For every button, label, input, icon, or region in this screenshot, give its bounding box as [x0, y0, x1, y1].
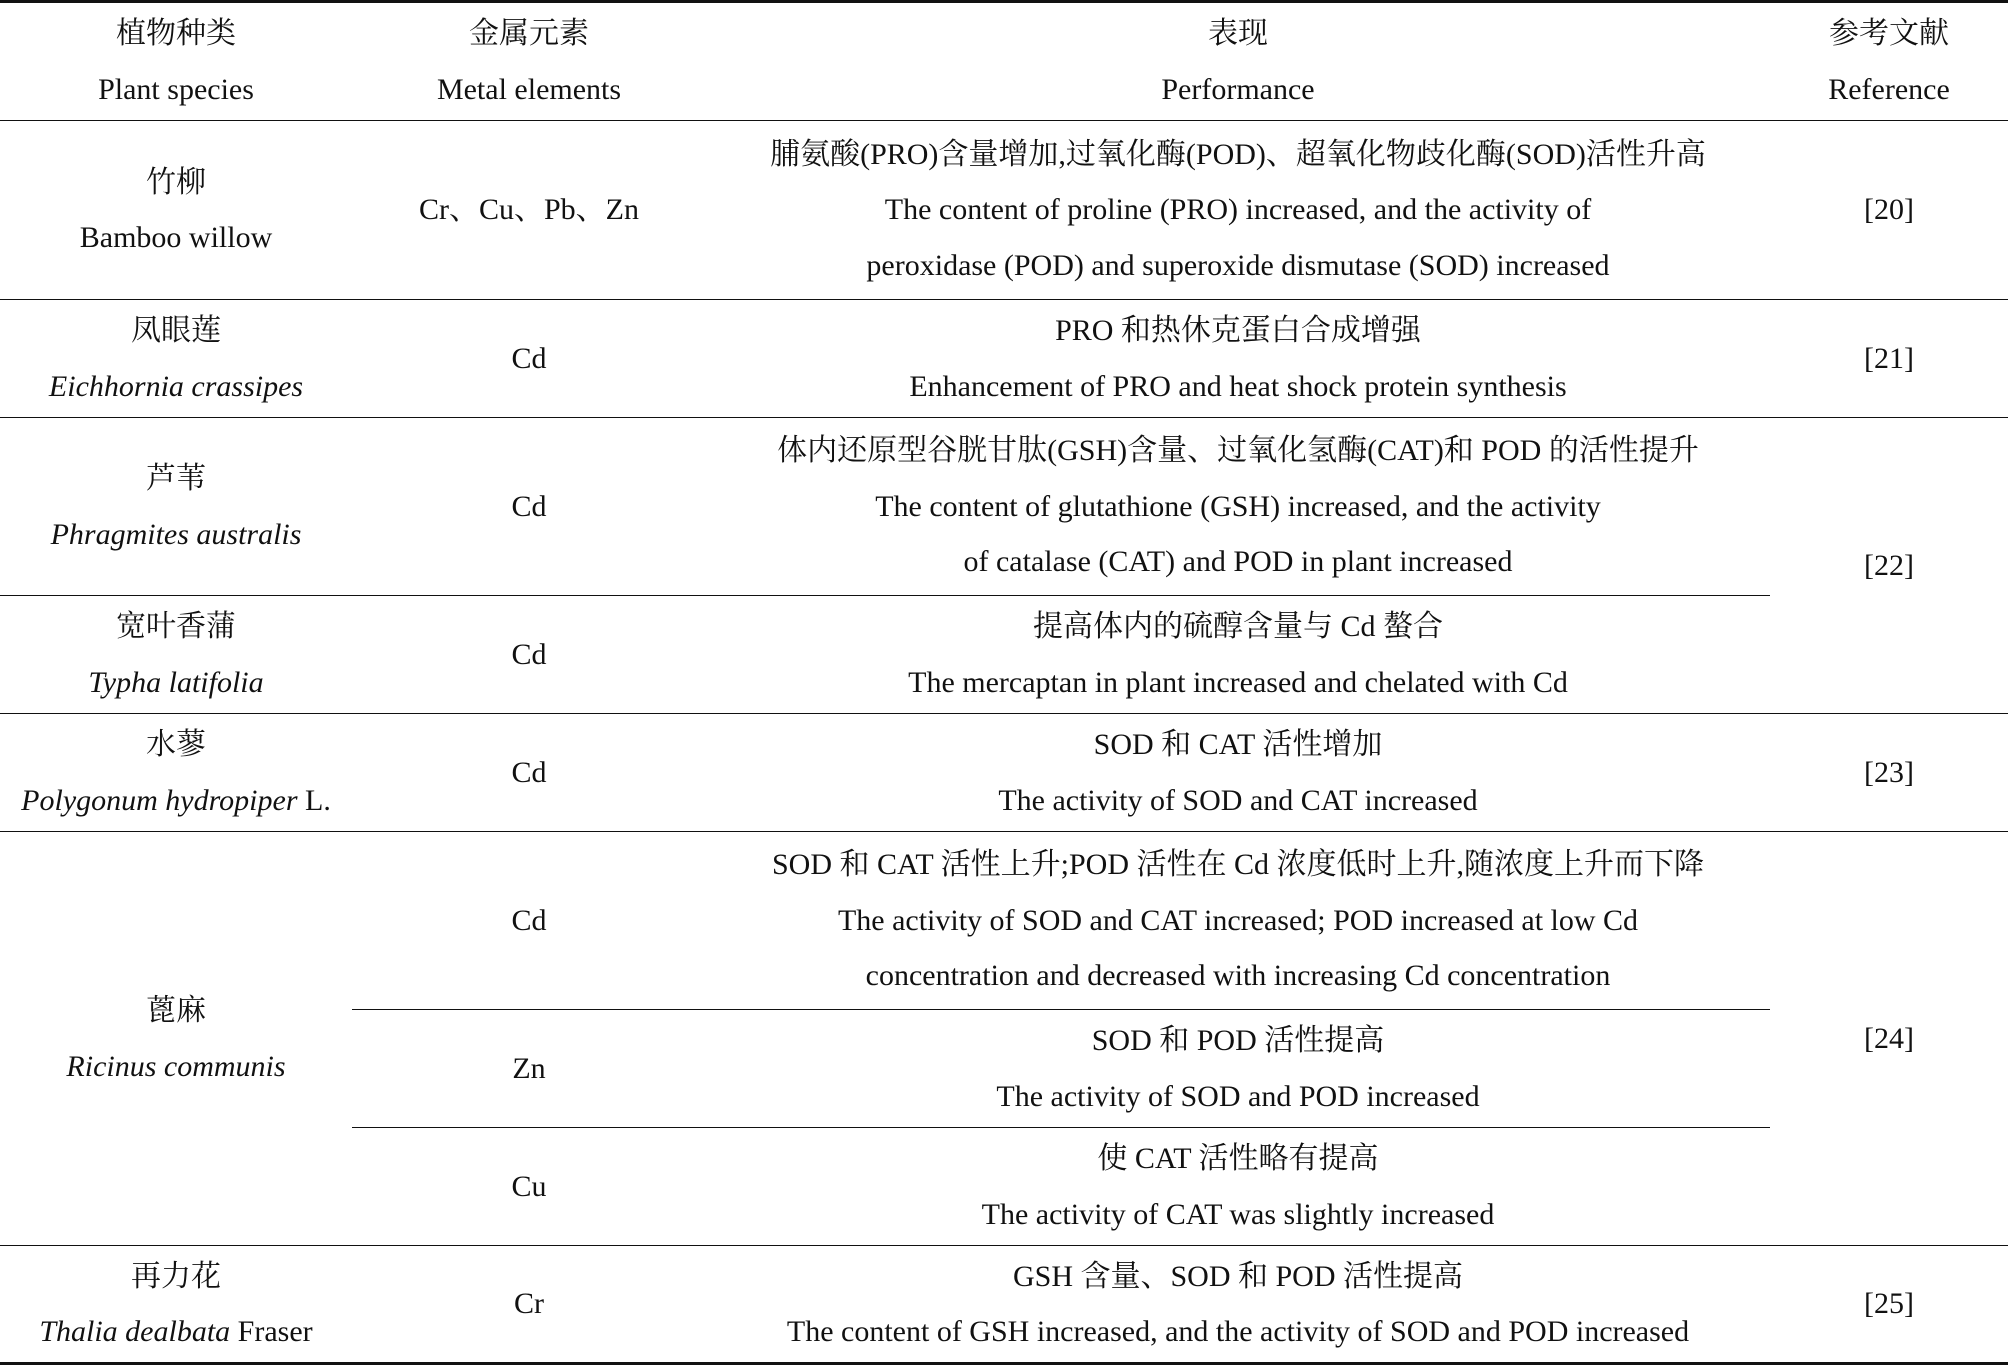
plant-cell: 凤眼莲 Eichhornia crassipes	[0, 300, 352, 418]
performance-cell: PRO 和热休克蛋白合成增强 Enhancement of PRO and heat shock protein synthesis	[706, 300, 1770, 418]
table-row	[0, 121, 2008, 300]
performance-cell: GSH 含量、SOD 和 POD 活性提高 The content of GSH increased, and the activity of SOD and POD increased	[706, 1246, 1770, 1364]
header-reference: 参考文献 Reference	[1770, 2, 2008, 121]
table-row	[0, 300, 2008, 418]
performance-cell: 脯氨酸(PRO)含量增加,过氧化酶(POD)、超氧化物歧化酶(SOD)活性升高 The content of proline (PRO) increased, and the activity of peroxidase (POD) and superoxide dismutase (SOD) increased	[706, 121, 1770, 300]
table-row	[0, 1246, 2008, 1364]
table-row	[0, 832, 2008, 1010]
reference-cell: [20]	[1770, 121, 2008, 300]
metal-cell: Zn	[352, 1010, 706, 1128]
performance-cell: SOD 和 CAT 活性上升;POD 活性在 Cd 浓度低时上升,随浓度上升而下降 The activity of SOD and CAT increased; POD increased at low Cd concentration and decreased with increasing Cd concentration	[706, 832, 1770, 1010]
metal-cell: Cd	[352, 714, 706, 832]
header-plant-species: 植物种类 Plant species	[0, 2, 352, 121]
table-row	[0, 714, 2008, 832]
metal-cell: Cd	[352, 596, 706, 714]
header-performance: 表现 Performance	[706, 2, 1770, 121]
reference-cell: [25]	[1770, 1246, 2008, 1364]
performance-cell: SOD 和 CAT 活性增加 The activity of SOD and CAT increased	[706, 714, 1770, 832]
table-row	[0, 418, 2008, 596]
reference-cell: [24]	[1770, 832, 2008, 1246]
reference-cell: [22]	[1770, 418, 2008, 714]
plant-cell: 宽叶香蒲 Typha latifolia	[0, 596, 352, 714]
plant-cell: 芦苇 Phragmites australis	[0, 418, 352, 596]
metal-cell: Cd	[352, 832, 706, 1010]
performance-cell: SOD 和 POD 活性提高 The activity of SOD and POD increased	[706, 1010, 1770, 1128]
metal-cell: Cr、Cu、Pb、Zn	[352, 121, 706, 300]
plant-cell: 水蓼 Polygonum hydropiper L.	[0, 714, 352, 832]
table-row	[0, 596, 2008, 714]
metal-cell: Cd	[352, 300, 706, 418]
plant-cell: 蓖麻 Ricinus communis	[0, 832, 352, 1246]
reference-cell: [23]	[1770, 714, 2008, 832]
metal-cell: Cr	[352, 1246, 706, 1364]
header-metal-elements: 金属元素 Metal elements	[352, 2, 706, 121]
metal-cell: Cd	[352, 418, 706, 596]
performance-cell: 使 CAT 活性略有提高 The activity of CAT was slightly increased	[706, 1128, 1770, 1246]
reference-cell: [21]	[1770, 300, 2008, 418]
performance-cell: 提高体内的硫醇含量与 Cd 螯合 The mercaptan in plant increased and chelated with Cd	[706, 596, 1770, 714]
performance-cell: 体内还原型谷胱甘肽(GSH)含量、过氧化氢酶(CAT)和 POD 的活性提升 The content of glutathione (GSH) increased, and the activity of catalase (CAT) and POD in plant increased	[706, 418, 1770, 596]
plant-cell: 再力花 Thalia dealbata Fraser	[0, 1246, 352, 1364]
plant-cell: 竹柳 Bamboo willow	[0, 121, 352, 300]
metal-cell: Cu	[352, 1128, 706, 1246]
table-header-row	[0, 2, 2008, 121]
